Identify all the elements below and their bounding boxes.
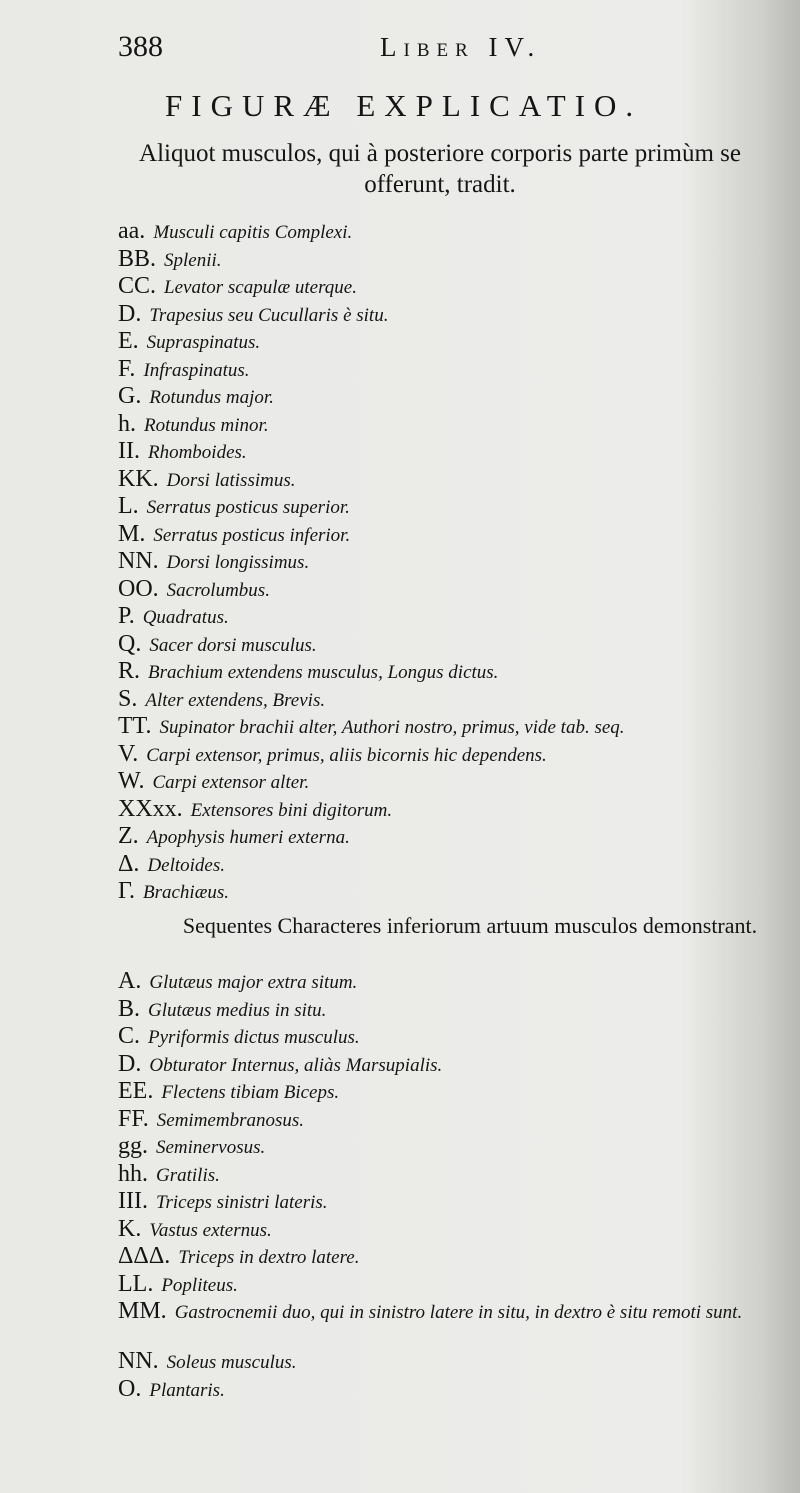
list-item <box>118 1078 798 1106</box>
item-text: Supraspinatus. <box>146 332 261 353</box>
item-text: Pyriformis dictus musculus. <box>148 1027 360 1048</box>
list-item <box>118 686 798 714</box>
item-text: Seminervosus. <box>156 1137 266 1158</box>
item-code: V. <box>118 740 139 767</box>
item-text: Carpi extensor alter. <box>152 772 310 793</box>
item-text: Semimembranosus. <box>156 1109 305 1131</box>
item-text: Musculi capitis Complexi. <box>153 222 353 243</box>
list-item <box>118 741 798 769</box>
list-item <box>118 851 798 879</box>
item-text: Soleus musculus. <box>166 1352 297 1373</box>
item-code: K. <box>118 1215 142 1242</box>
item-text: Triceps in dextro latere. <box>178 1247 360 1268</box>
list-item <box>118 1161 798 1189</box>
item-code: OO. <box>118 575 159 602</box>
item-code: hh. <box>118 1160 148 1187</box>
list-item <box>118 411 798 439</box>
section-title: FIGURÆ EXPLICATIO. <box>165 88 643 123</box>
item-code: P. <box>118 603 135 629</box>
list-item <box>118 548 798 576</box>
item-code: Γ. <box>118 878 135 904</box>
list-item <box>118 1243 798 1271</box>
list-item <box>118 968 798 996</box>
item-text: Glutæus medius in situ. <box>148 999 327 1021</box>
item-code: MM. <box>118 1298 167 1324</box>
list-item <box>118 631 798 659</box>
list-item <box>118 878 798 906</box>
item-code: LL. <box>118 1270 154 1297</box>
item-code: L. <box>118 493 139 519</box>
item-text: Splenii. <box>164 249 222 271</box>
lower-muscle-list <box>118 968 798 1403</box>
item-code: II. <box>118 438 140 464</box>
item-text: Serratus posticus superior. <box>146 497 350 518</box>
item-code: M. <box>118 520 146 547</box>
item-text: Vastus externus. <box>149 1219 272 1241</box>
item-text: Brachiæus. <box>143 882 230 903</box>
page-number: 388 <box>118 30 163 63</box>
list-item <box>118 521 798 549</box>
list-item <box>118 246 798 274</box>
list-item <box>118 383 798 411</box>
list-item <box>118 1133 798 1161</box>
item-text: Levator scapulæ uterque. <box>164 277 357 298</box>
item-code: S. <box>118 685 138 712</box>
list-item <box>118 1298 798 1348</box>
item-code: Δ. <box>118 850 140 877</box>
item-code: E. <box>118 328 139 354</box>
item-code: gg. <box>118 1133 148 1159</box>
item-text: Dorsi longissimus. <box>166 552 310 573</box>
item-code: C. <box>118 1023 141 1049</box>
item-text: Serratus posticus inferior. <box>153 524 351 546</box>
item-code: R. <box>118 658 141 684</box>
item-text: Plantaris. <box>149 1379 225 1401</box>
section-subtitle: Aliquot musculos, qui à posteriore corporis parte primùm se offerunt, tradit. <box>139 140 741 198</box>
item-text: Carpi extensor, primus, aliis bicornis hic dependens. <box>146 744 547 766</box>
list-item <box>118 996 798 1024</box>
item-code: XXxx. <box>118 795 183 822</box>
item-text: Apophysis humeri externa. <box>146 827 350 848</box>
list-item <box>118 1051 798 1079</box>
item-code: KK. <box>118 465 159 492</box>
list-item <box>118 1188 798 1216</box>
item-text: Sacer dorsi musculus. <box>149 634 317 656</box>
item-text: Gastrocnemii duo, qui in sinistro latere in situ, in dextro è situ remoti sunt. <box>174 1302 743 1323</box>
item-text: Popliteus. <box>161 1274 238 1296</box>
list-item <box>118 328 798 356</box>
list-item <box>118 1376 798 1404</box>
item-code: CC. <box>118 273 157 299</box>
list-item <box>118 1106 798 1134</box>
list-item <box>118 218 798 246</box>
item-text: Rotundus major. <box>149 387 274 408</box>
item-code: h. <box>118 410 136 437</box>
item-code: FF. <box>118 1105 149 1132</box>
item-code: Z. <box>118 823 139 849</box>
page-header <box>118 30 758 70</box>
list-item <box>118 438 798 466</box>
item-text: Flectens tibiam Biceps. <box>161 1082 340 1103</box>
item-code: NN. <box>118 1348 159 1374</box>
item-text: Dorsi latissimus. <box>166 469 296 491</box>
item-code: W. <box>118 768 145 794</box>
list-item <box>118 768 798 796</box>
item-code: ΔΔΔ. <box>118 1243 171 1269</box>
item-text: Glutæus major extra situm. <box>149 972 358 993</box>
item-text: Rhomboides. <box>147 442 247 463</box>
list-item <box>118 1348 798 1376</box>
item-text: Brachium extendens musculus, Longus dictus. <box>148 662 499 683</box>
list-item <box>118 1023 798 1051</box>
item-code: G. <box>118 383 142 409</box>
item-code: A. <box>118 968 142 994</box>
item-code: D. <box>118 300 142 327</box>
item-text: Triceps sinistri lateris. <box>155 1192 328 1213</box>
list-item <box>118 1216 798 1244</box>
item-code: BB. <box>118 245 157 272</box>
item-text: Trapesius seu Cucullaris è situ. <box>149 304 389 326</box>
item-text: Gratilis. <box>156 1164 220 1186</box>
list-item <box>118 493 798 521</box>
upper-muscle-list <box>118 218 798 906</box>
item-text: Deltoides. <box>147 854 226 876</box>
list-item <box>118 301 798 329</box>
item-code: III. <box>118 1188 148 1214</box>
item-code: aa. <box>118 218 146 244</box>
item-text: Quadratus. <box>142 607 229 628</box>
list-item <box>118 356 798 384</box>
item-code: D. <box>118 1050 142 1077</box>
item-code: O. <box>118 1375 142 1402</box>
list-item <box>118 1271 798 1299</box>
list-item <box>118 658 798 686</box>
running-head: Liber IV. <box>380 32 542 62</box>
item-code: NN. <box>118 548 159 574</box>
item-code: B. <box>118 995 141 1022</box>
list-item <box>118 713 798 741</box>
item-code: TT. <box>118 713 152 739</box>
section-heading-lower-limbs: Sequentes Characteres inferiorum artuum musculos demonstrant. <box>182 913 758 938</box>
list-item <box>118 576 798 604</box>
list-item <box>118 796 798 824</box>
item-code: EE. <box>118 1078 154 1104</box>
list-item <box>118 273 798 301</box>
item-text: Supinator brachii alter, Authori nostro, primus, vide tab. seq. <box>159 717 625 738</box>
item-text: Extensores bini digitorum. <box>190 799 393 821</box>
item-code: Q. <box>118 630 142 657</box>
item-text: Alter extendens, Brevis. <box>145 689 326 711</box>
item-text: Obturator Internus, aliàs Marsupialis. <box>149 1054 443 1076</box>
list-item <box>118 603 798 631</box>
list-item <box>118 466 798 494</box>
item-text: Infraspinatus. <box>143 359 250 381</box>
item-code: F. <box>118 355 136 382</box>
item-text: Sacrolumbus. <box>166 579 270 601</box>
list-item <box>118 823 798 851</box>
item-text: Rotundus minor. <box>144 414 269 436</box>
